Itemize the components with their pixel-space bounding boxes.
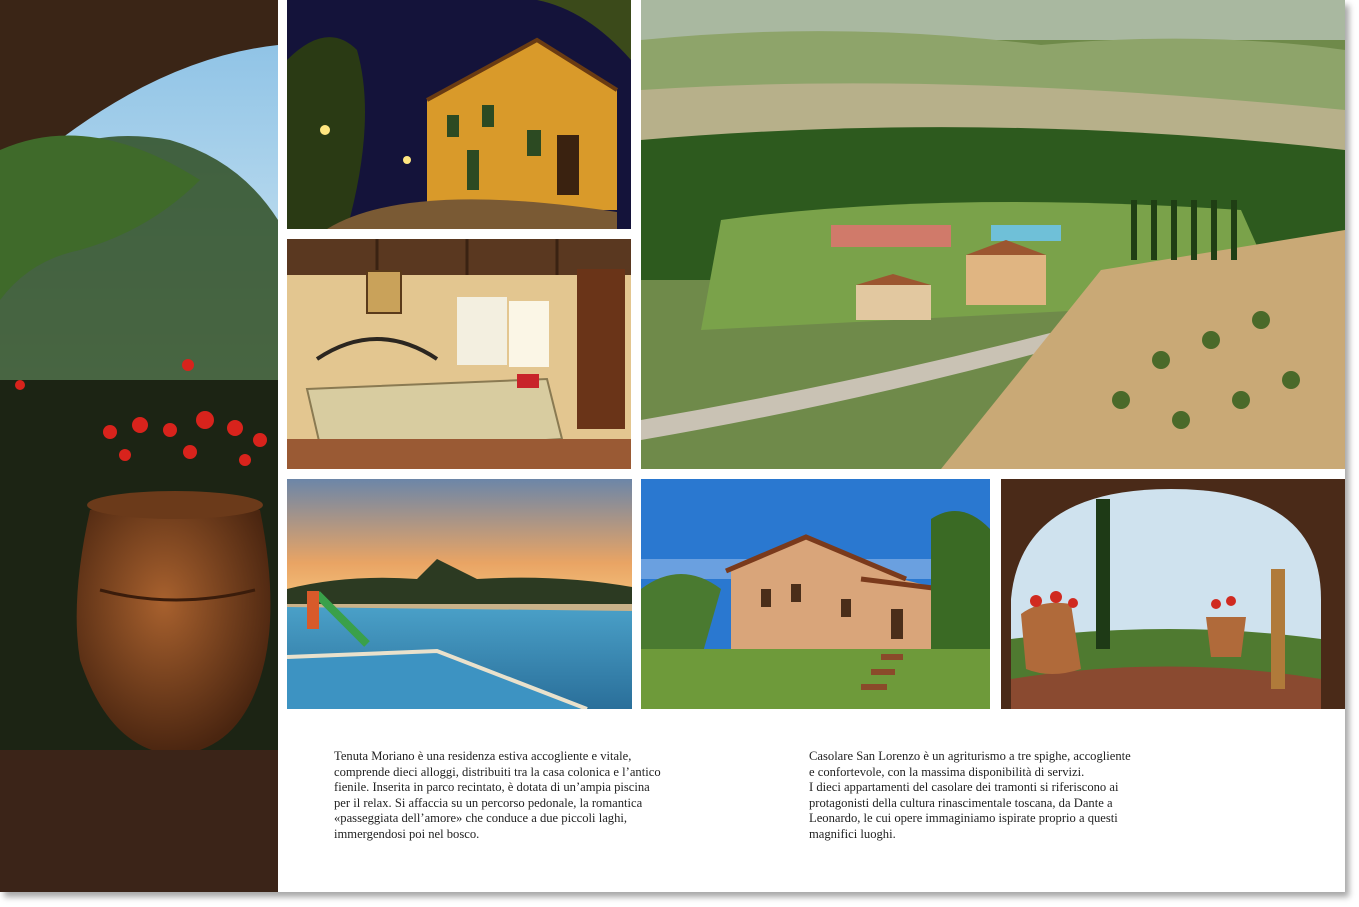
text-line: e confortevole, con la massima disponibilità di servizi. bbox=[809, 764, 1085, 779]
photo-bedroom bbox=[287, 239, 631, 469]
photo-pool-sunset bbox=[287, 479, 632, 709]
photo-porch-arch bbox=[1001, 479, 1345, 709]
text-line: comprende dieci alloggi, distribuiti tra la casa colonica e l’antico bbox=[334, 764, 661, 779]
description-casolare-san-lorenzo bbox=[809, 749, 1169, 843]
description-tenuta-moriano bbox=[334, 749, 699, 843]
text-line: protagonisti della cultura rinascimentale toscana, da Dante a bbox=[809, 795, 1113, 810]
text-line: immergendosi poi nel bosco. bbox=[334, 826, 480, 841]
photo-aerial-estate bbox=[641, 0, 1345, 469]
text-line: magnifici luoghi. bbox=[809, 826, 896, 841]
text-line: Tenuta Moriano è una residenza estiva accogliente e vitale, bbox=[334, 749, 632, 763]
text-line: I dieci appartamenti del casolare dei tramonti si riferiscono ai bbox=[809, 780, 1119, 795]
photo-urn-geraniums bbox=[0, 0, 278, 892]
text-line: per il relax. Si affaccia su un percorso pedonale, la romantica bbox=[334, 795, 643, 810]
text-line: «passeggiata dell’amore» che conduce a due piccoli laghi, bbox=[334, 811, 628, 826]
text-line: Casolare San Lorenzo è un agriturismo a tre spighe, accogliente bbox=[809, 749, 1131, 763]
text-line: fienile. Inserita in parco recintato, è dotata di un’ampia piscina bbox=[334, 780, 650, 795]
photo-farmhouse-night bbox=[287, 0, 631, 229]
photo-farmhouse-garden bbox=[641, 479, 990, 709]
text-line: Leonardo, le cui opere immaginiamo ispirate proprio a questi bbox=[809, 811, 1118, 826]
